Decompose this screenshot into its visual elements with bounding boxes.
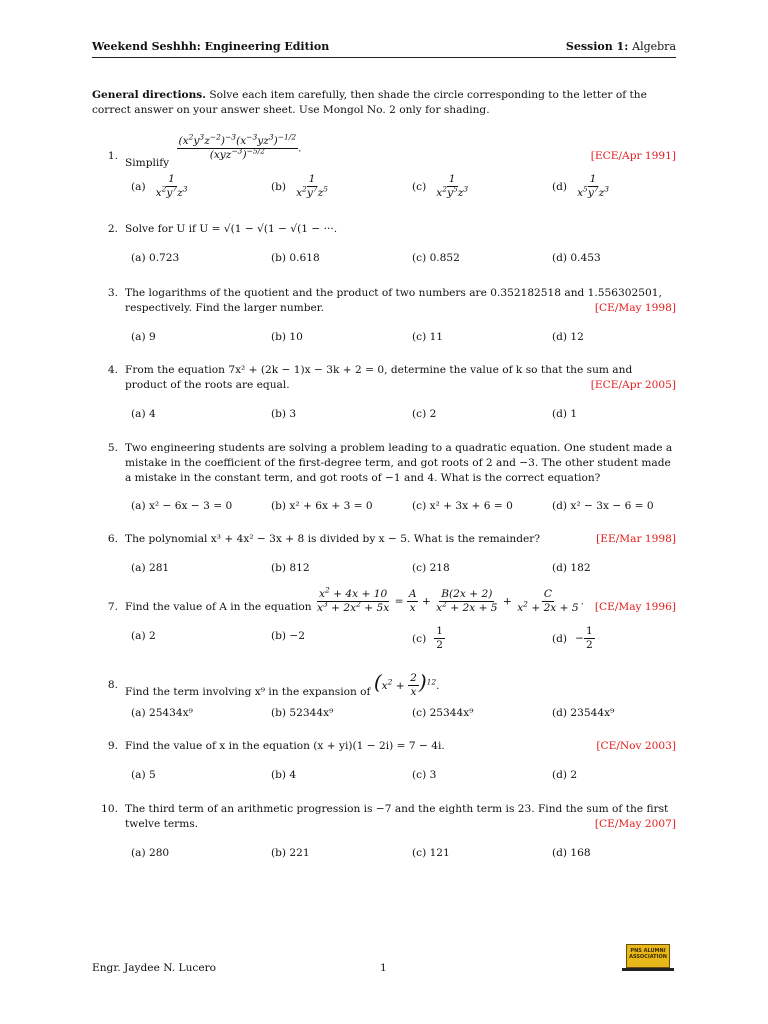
question-stem: The third term of an arithmetic progression is −7 and the eighth term is 23. Find the sum of the first twelve terms. bbox=[125, 803, 669, 830]
question-stem: Solve for U if U = √(1 − √(1 − √(1 − ···. bbox=[125, 223, 338, 235]
choice-c[interactable]: (c) 25344x⁹ bbox=[412, 707, 474, 719]
author-name: Engr. Jaydee N. Lucero bbox=[92, 962, 217, 974]
choice-a[interactable]: (a) 5 bbox=[131, 769, 156, 781]
question-source: [CE/May 2007] bbox=[594, 818, 676, 830]
choice-b[interactable]: (b) 52344x⁹ bbox=[271, 707, 334, 719]
general-directions bbox=[92, 88, 676, 118]
question-number: 7. bbox=[107, 601, 118, 613]
question-number: 1. bbox=[107, 150, 118, 162]
session-info bbox=[566, 40, 676, 53]
choice-c[interactable]: (c) 0.852 bbox=[412, 252, 460, 264]
question-source: [ECE/Apr 1991] bbox=[590, 150, 676, 162]
question-number: 4. bbox=[107, 364, 118, 376]
answer-choices bbox=[131, 768, 676, 784]
choice-c[interactable]: (c) 2 bbox=[412, 408, 437, 420]
choice-c[interactable]: (c) 3 bbox=[412, 769, 437, 781]
choice-d[interactable]: (d) 1 bbox=[552, 408, 578, 420]
choice-a[interactable]: (a) 0.723 bbox=[131, 252, 180, 264]
choice-c[interactable]: (c) x² + 3x + 6 = 0 bbox=[412, 500, 513, 512]
document-title: Weekend Seshhh: Engineering Edition bbox=[92, 40, 330, 53]
answer-choices bbox=[131, 251, 676, 267]
choice-b[interactable]: (b) 812 bbox=[271, 562, 310, 574]
choice-a[interactable]: (a) 9 bbox=[131, 331, 156, 343]
choice-a[interactable]: (a) x² − 6x − 3 = 0 bbox=[131, 500, 233, 512]
choice-c[interactable]: (c) 218 bbox=[412, 562, 450, 574]
choice-a[interactable]: (a) $\frac{1}{x^2y^7z^3}$ bbox=[131, 173, 188, 199]
choice-b[interactable]: (b) 221 bbox=[271, 847, 310, 859]
choice-c[interactable]: (c) 121 bbox=[412, 847, 450, 859]
question-source: [CE/May 1996] bbox=[594, 601, 676, 613]
question-number: 2. bbox=[107, 223, 118, 235]
question-number: 6. bbox=[107, 533, 118, 545]
choice-b[interactable]: (b) x² + 6x + 3 = 0 bbox=[271, 500, 373, 512]
question-stem: Two engineering students are solving a problem leading to a quadratic equation. One student made a mistake in the coefficient of the first-degree term, and got roots of 2 and −3. The other student made a mistake in the constant term, and got roots of −1 and 4. What is the correct equation? bbox=[125, 442, 673, 484]
question-source: [ECE/Apr 2005] bbox=[590, 379, 676, 391]
choice-d[interactable]: (d) − $\frac{1}{2}$ bbox=[552, 625, 593, 651]
answer-choices bbox=[131, 407, 676, 423]
page-header bbox=[92, 40, 676, 53]
choice-b[interactable]: (b) 4 bbox=[271, 769, 297, 781]
answer-choices bbox=[131, 330, 676, 346]
page-number: 1 bbox=[380, 962, 387, 974]
answer-choices bbox=[131, 846, 676, 862]
question-source: [EE/Mar 1998] bbox=[596, 533, 676, 545]
choice-b[interactable]: (b) 10 bbox=[271, 331, 303, 343]
answer-choices bbox=[131, 499, 676, 515]
question-stem: The logarithms of the quotient and the product of two numbers are 0.352182518 and 1.556302501, respectively. Find the larger number. bbox=[125, 287, 662, 314]
question-stem: Find the value of A in the equation $\frac{x^2 + 4x + 10}{x^3 + 2x^2 + 5x}$ = $\frac{A}{x}$ + $\frac{B(2x + 2)}{x^2 + 2x + 5}$ + $\frac{C}{x^2 + 2x + 5}$ . bbox=[125, 585, 585, 614]
answer-choices bbox=[131, 625, 676, 659]
answer-choices bbox=[131, 706, 676, 722]
question-stem: Find the value of x in the equation (x + yi)(1 − 2i) = 7 − 4i. bbox=[125, 740, 445, 752]
session-label: Session 1: bbox=[565, 40, 629, 53]
choice-b[interactable]: (b) $\frac{1}{x^2y^7z^5}$ bbox=[271, 173, 328, 199]
question-source: [CE/Nov 2003] bbox=[596, 740, 676, 752]
choice-d[interactable]: (d) x² − 3x − 6 = 0 bbox=[552, 500, 654, 512]
choice-a[interactable]: (a) 280 bbox=[131, 847, 170, 859]
question-number: 10. bbox=[101, 803, 118, 815]
choice-d[interactable]: (d) 0.453 bbox=[552, 252, 601, 264]
choice-d[interactable]: (d) 2 bbox=[552, 769, 578, 781]
alumni-logo: PNS ALUMNI ASSOCIATION bbox=[626, 944, 670, 968]
question-stem: The polynomial x³ + 4x² − 3x + 8 is divided by x − 5. What is the remainder? bbox=[125, 533, 540, 545]
choice-d[interactable]: (d) $\frac{1}{x^5y^7z^3}$ bbox=[552, 173, 609, 199]
choice-a[interactable]: (a) 2 bbox=[131, 630, 156, 642]
question-stem: Find the term involving x⁹ in the expansion of ($x^2$ + $\frac{2}{x}$ )$^{12}$. bbox=[125, 669, 440, 698]
question-number: 8. bbox=[107, 679, 118, 691]
choice-c[interactable]: (c) $\frac{1}{x^2y^5z^3}$ bbox=[412, 173, 469, 199]
choice-d[interactable]: (d) 23544x⁹ bbox=[552, 707, 615, 719]
choice-a[interactable]: (a) 4 bbox=[131, 408, 156, 420]
directions-label: General directions. bbox=[92, 89, 206, 101]
choice-a[interactable]: (a) 281 bbox=[131, 562, 170, 574]
header-divider bbox=[92, 57, 676, 58]
question-stem: Simplify $\frac{(x^2y^3z^{-2})^{-3}(x^{-3}yz^3)^{-1/2}}{(xyz^{-3})^{-5/2}}$ . bbox=[125, 132, 302, 169]
session-topic: Algebra bbox=[632, 40, 676, 53]
choice-b[interactable]: (b) −2 bbox=[271, 630, 306, 642]
question-number: 5. bbox=[107, 442, 118, 454]
choice-b[interactable]: (b) 3 bbox=[271, 408, 297, 420]
answer-choices bbox=[131, 173, 676, 203]
directions-text: Solve each item carefully, then shade the circle corresponding to the letter of the correct answer on your answer sheet. Use Mongol No. 2 only for shading. bbox=[92, 89, 647, 116]
choice-b[interactable]: (b) 0.618 bbox=[271, 252, 320, 264]
question-number: 3. bbox=[107, 287, 118, 299]
choice-d[interactable]: (d) 168 bbox=[552, 847, 591, 859]
choice-a[interactable]: (a) 25434x⁹ bbox=[131, 707, 193, 719]
choice-c[interactable]: (c) 11 bbox=[412, 331, 444, 343]
question-stem: From the equation 7x² + (2k − 1)x − 3k + 2 = 0, determine the value of k so that the sum and product of the roots are equal. bbox=[125, 364, 633, 391]
answer-choices bbox=[131, 561, 676, 577]
logo-underline bbox=[622, 968, 674, 971]
question-source: [CE/May 1998] bbox=[594, 302, 676, 314]
choice-c[interactable]: (c) $\frac{1}{2}$ bbox=[412, 625, 443, 651]
choice-d[interactable]: (d) 12 bbox=[552, 331, 584, 343]
question-number: 9. bbox=[107, 740, 118, 752]
choice-d[interactable]: (d) 182 bbox=[552, 562, 591, 574]
